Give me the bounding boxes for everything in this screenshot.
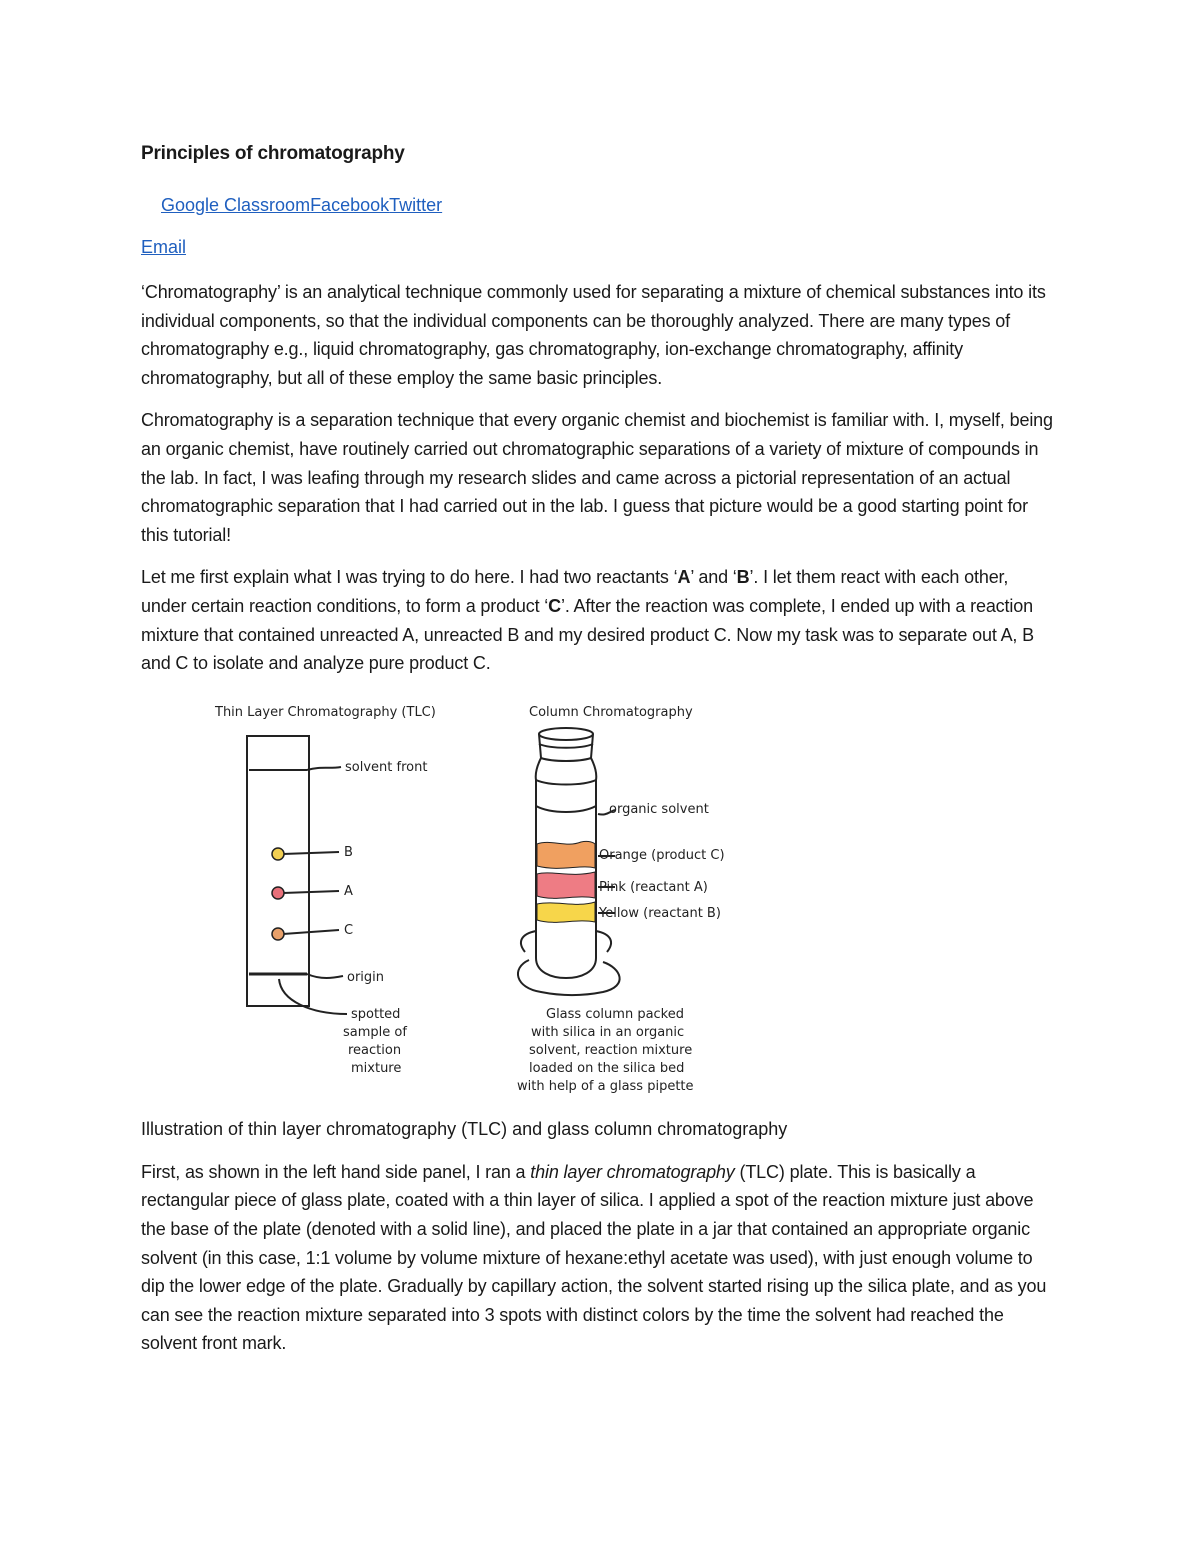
document-page bbox=[141, 140, 1056, 1372]
paragraph-experience: Chromatography is a separation technique that every organic chemist and biochemist is familiar with. I, myself, being an organic chemist, have routinely carried out chromatographic separations of a variety of mixture of compounds in the lab. In fact, I was leafing through my research slides and came across a pictorial representation of an actual chromatographic separation that I had carried out in the lab. I guess that picture would be a good starting point for this tutorial! bbox=[141, 410, 1053, 545]
solvent-surface bbox=[536, 806, 596, 812]
column-desc-5: with help of a glass pipette bbox=[517, 1078, 694, 1094]
spot-a bbox=[272, 887, 284, 899]
page-title: Principles of chromatography bbox=[141, 143, 405, 164]
label-organic-solvent: organic solvent bbox=[609, 801, 709, 817]
label-c: C bbox=[344, 922, 354, 938]
figure-caption: Illustration of thin layer chromatography (TLC) and glass column chromatography bbox=[141, 1118, 788, 1139]
paragraph-tlc: First, as shown in the left hand side panel, I ran a thin layer chromatography (TLC) plate. This is basically a rectangular piece of glass plate, coated with a thin layer of silica. I applied a spot of the reaction mixture just above the base of the plate (denoted with a solid line), and placed the plate in a jar that contained an appropriate organic solvent (in this case, 1:1 volume by volume mixture of hexane:ethyl acetate was used), with just enough volume to dip the lower edge of the plate. Gradually by capillary action, the solvent started rising up the silica plate, and as you can see the reaction mixture separated into 3 spots with distinct colors by the time the solvent had reached the solvent front mark. bbox=[141, 1161, 1047, 1354]
label-a: A bbox=[344, 883, 353, 899]
column-desc-1: Glass column packed bbox=[546, 1006, 684, 1022]
column-desc-3: solvent, reaction mixture bbox=[529, 1042, 693, 1058]
spot-c bbox=[272, 928, 284, 940]
facebook-link[interactable]: Facebook bbox=[310, 195, 390, 215]
leader-origin bbox=[307, 974, 343, 978]
figure-svg bbox=[211, 696, 771, 1106]
label-spotted-4: mixture bbox=[351, 1060, 402, 1076]
label-pink: Pink (reactant A) bbox=[599, 879, 708, 895]
chromatography-figure bbox=[211, 696, 771, 1106]
label-origin: origin bbox=[347, 969, 385, 985]
paragraph-intro: ‘Chromatography’ is an analytical technique commonly used for separating a mixture of chemical substances into its individual components, so that the individual components can be thoroughly analyzed. There are many types of chromatography e.g., liquid chromatography, gas chromatography, ion-exchange chromatography, affinity chromatography, but all of these employ the same basic principles. bbox=[141, 282, 1046, 388]
column-desc-4: loaded on the silica bed bbox=[529, 1060, 685, 1076]
label-solvent-front: solvent front bbox=[345, 759, 428, 775]
tlc-plate bbox=[247, 736, 347, 1014]
share-links bbox=[161, 192, 1056, 218]
label-spotted-1: spotted bbox=[351, 1006, 401, 1022]
column-desc-2: with silica in an organic bbox=[531, 1024, 685, 1040]
label-spotted-3: reaction bbox=[348, 1042, 402, 1058]
band-yellow bbox=[537, 902, 595, 922]
email-row bbox=[141, 234, 1056, 260]
paragraph-reaction: Let me first explain what I was trying to do here. I had two reactants ‘A’ and ‘B’. I let them react with each other, under certain reaction conditions, to form a product ‘C’. After the reaction was complete, I ended up with a reaction mixture that contained unreacted A, unreacted B and my desired product C. Now my task was to separate out A, B and C to isolate and analyze pure product C. bbox=[141, 567, 1034, 674]
label-yellow: Yellow (reactant B) bbox=[599, 905, 721, 921]
spot-b bbox=[272, 848, 284, 860]
leader-solvent-front bbox=[307, 767, 341, 770]
column-title: Column Chromatography bbox=[529, 704, 693, 720]
google-classroom-link[interactable]: Google Classroom bbox=[161, 195, 311, 215]
twitter-link[interactable]: Twitter bbox=[389, 195, 443, 215]
band-pink bbox=[537, 872, 595, 898]
label-b: B bbox=[344, 844, 353, 860]
tlc-title: Thin Layer Chromatography (TLC) bbox=[215, 704, 436, 720]
band-orange bbox=[537, 841, 595, 868]
label-spotted-2: sample of bbox=[343, 1024, 407, 1040]
label-orange: Orange (product C) bbox=[599, 847, 725, 863]
email-link[interactable]: Email bbox=[141, 237, 187, 257]
